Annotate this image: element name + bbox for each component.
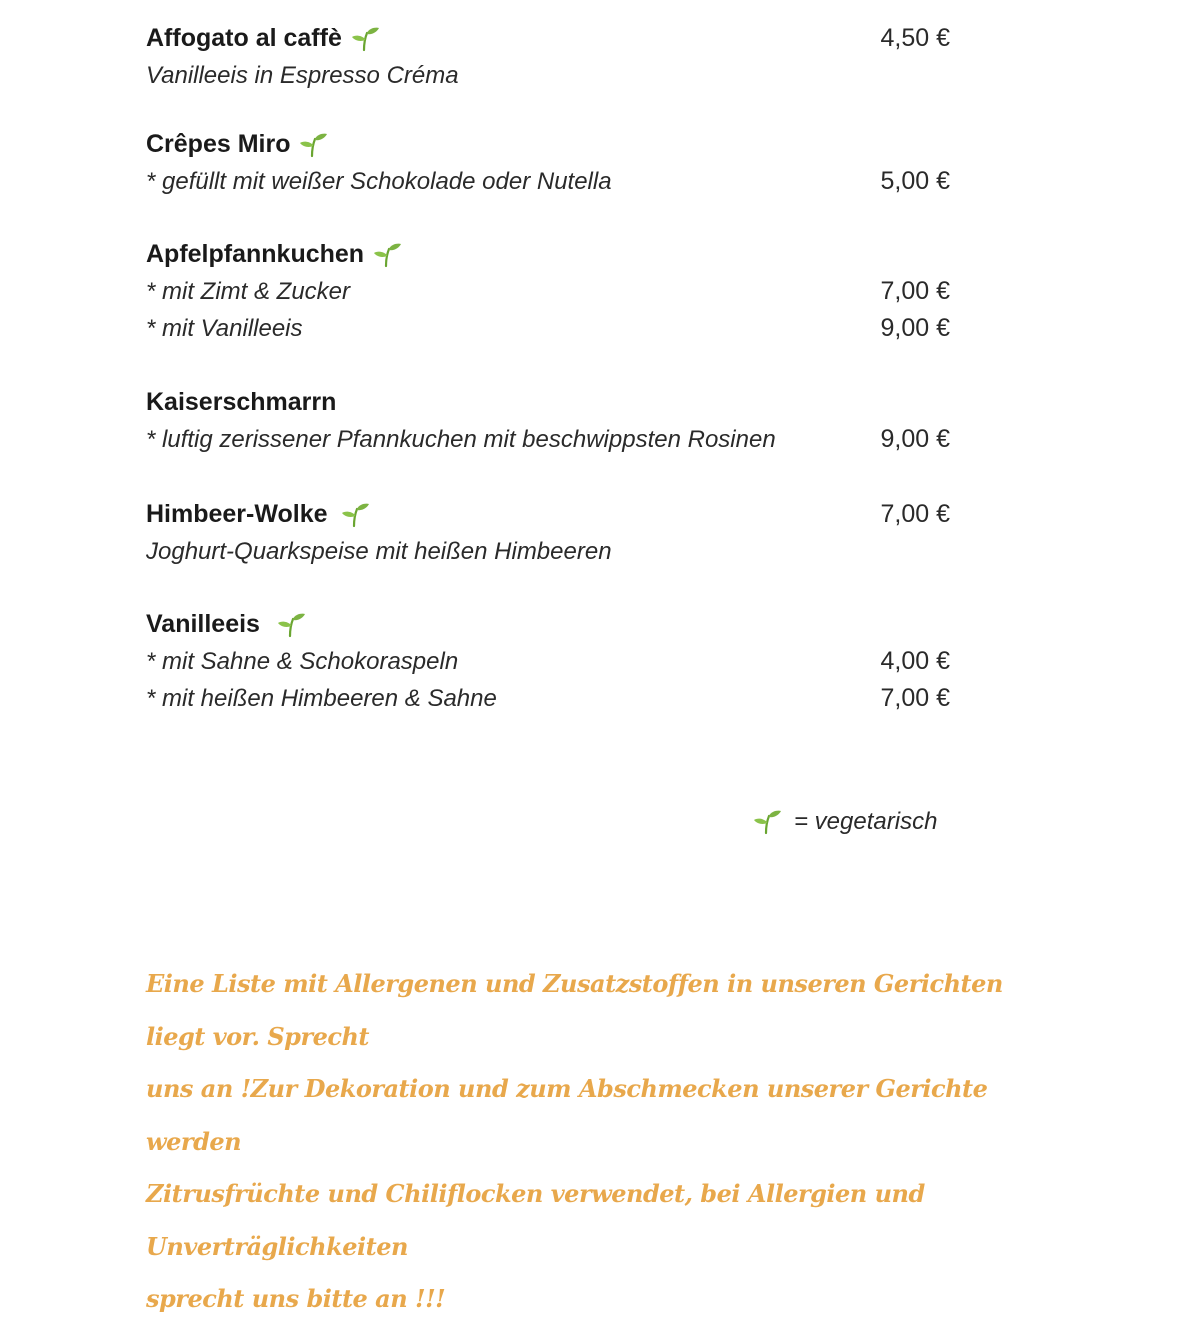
sprout-icon — [298, 132, 328, 158]
item-option: * gefüllt mit weißer Schokolade oder Nutella — [146, 168, 612, 195]
item-price: 7,00 € — [880, 277, 950, 305]
item-title: Vanilleeis — [146, 610, 260, 638]
menu-item — [146, 606, 956, 717]
item-option: * mit Zimt & Zucker — [146, 278, 351, 305]
item-title: Affogato al caffè — [146, 24, 342, 52]
allergen-note — [146, 958, 1066, 1326]
item-price: 4,50 € — [880, 24, 950, 52]
menu-item — [146, 236, 956, 347]
item-price: 4,00 € — [880, 647, 950, 675]
sprout-icon — [340, 502, 370, 528]
item-description: Joghurt-Quarkspeise mit heißen Himbeeren — [146, 538, 612, 565]
item-title: Crêpes Miro — [146, 130, 291, 158]
sprout-icon — [276, 612, 306, 638]
item-title: Apfelpfannkuchen — [146, 240, 365, 268]
item-option: * mit Vanilleeis — [146, 315, 303, 342]
menu-item — [146, 496, 956, 570]
item-title: Kaiserschmarrn — [146, 388, 337, 416]
item-price: 7,00 € — [880, 500, 950, 528]
menu-item — [146, 384, 956, 458]
item-option: * mit Sahne & Schokoraspeln — [146, 648, 459, 675]
menu-item — [146, 20, 956, 94]
note-line: sprecht uns bitte an !!! — [146, 1284, 446, 1313]
legend-text: = vegetarisch — [794, 808, 938, 835]
note-line: Zitrusfrüchte und Chiliflocken verwendet, bei Allergien und Unverträglichkeiten — [146, 1179, 925, 1261]
item-option: * luftig zerissener Pfannkuchen mit beschwippsten Rosinen — [146, 426, 776, 453]
item-price: 9,00 € — [880, 425, 950, 453]
item-description: Vanilleeis in Espresso Créma — [146, 62, 459, 89]
note-line: uns an !Zur Dekoration und zum Abschmecken unserer Gerichte werden — [146, 1074, 988, 1156]
item-option: * mit heißen Himbeeren & Sahne — [146, 685, 497, 712]
item-price: 7,00 € — [880, 684, 950, 712]
item-title: Himbeer-Wolke — [146, 500, 328, 528]
menu-item — [146, 126, 956, 200]
note-line: Eine Liste mit Allergenen und Zusatzstoffen in unseren Gerichten liegt vor. Sprecht — [146, 969, 1003, 1051]
item-price: 9,00 € — [880, 314, 950, 342]
sprout-icon — [350, 26, 380, 52]
sprout-icon — [752, 809, 782, 835]
sprout-icon — [372, 242, 402, 268]
vegetarian-legend — [752, 804, 937, 840]
item-price: 5,00 € — [880, 167, 950, 195]
